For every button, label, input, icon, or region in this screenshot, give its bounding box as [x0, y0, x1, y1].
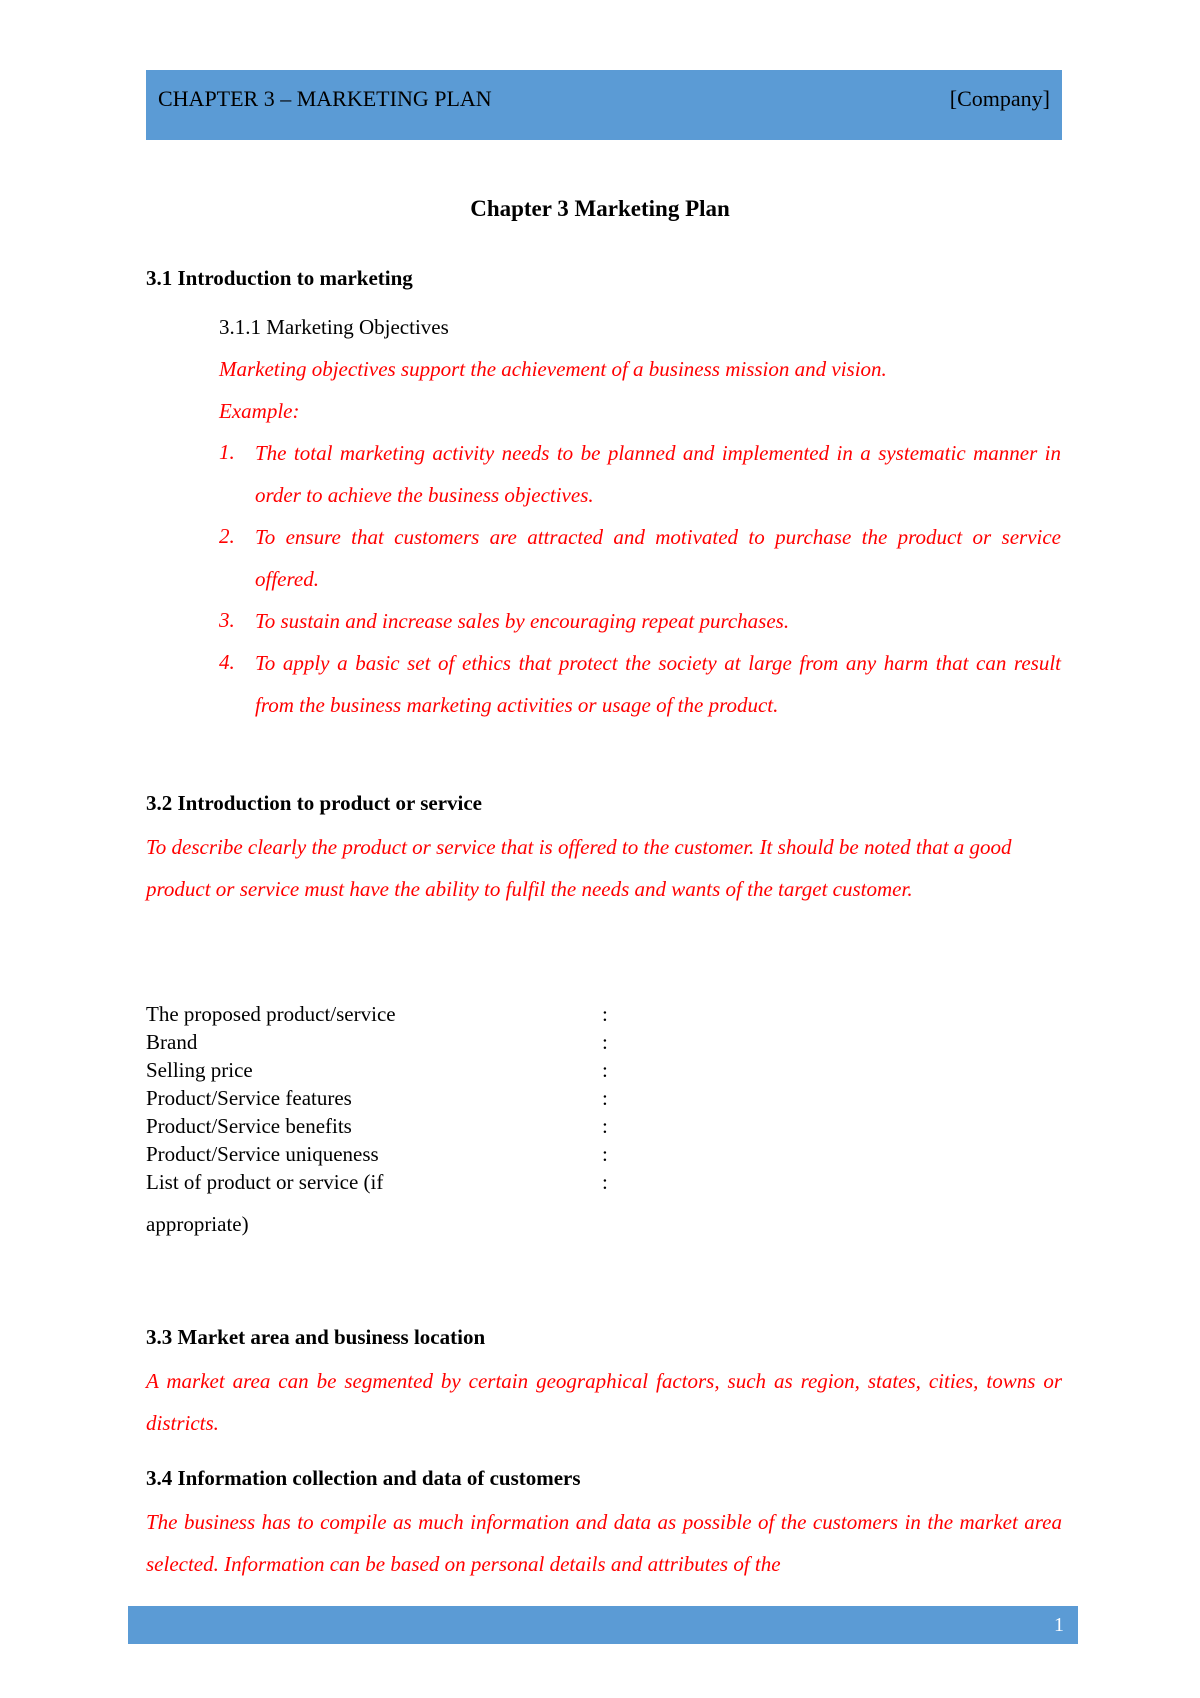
- field-colon: :: [602, 1058, 608, 1082]
- document-title: Chapter 3 Marketing Plan: [470, 196, 730, 221]
- list-item: The total marketing activity needs to be planned and implemented in a systematic manner in order to achieve the business objectives.: [255, 441, 1061, 507]
- field-label: Product/Service uniqueness: [146, 1142, 379, 1166]
- field-label-continuation: appropriate): [146, 1212, 249, 1236]
- market-area-description: A market area can be segmented by certain geographical factors, such as region, states, cities, towns or districts.: [146, 1369, 1062, 1435]
- page-header: [146, 70, 1062, 140]
- list-item: To ensure that customers are attracted and motivated to purchase the product or service offered.: [255, 525, 1061, 591]
- section-3-1-heading: 3.1 Introduction to marketing: [146, 266, 413, 290]
- field-label: Product/Service features: [146, 1086, 352, 1110]
- list-item-number: 1.: [219, 440, 235, 464]
- list-item: To apply a basic set of ethics that protect the society at large from any harm that can result from the business marketing activities or usage of the product.: [255, 651, 1061, 717]
- field-colon: :: [602, 1086, 608, 1110]
- example-label: Example:: [219, 399, 300, 423]
- header-company: [Company]: [949, 86, 1050, 111]
- list-item-number: 3.: [219, 608, 235, 632]
- marketing-objectives-intro: Marketing objectives support the achievement of a business mission and vision.: [219, 357, 887, 381]
- page-footer: [128, 1606, 1078, 1644]
- field-label: The proposed product/service: [146, 1002, 396, 1026]
- header-chapter-title: CHAPTER 3 – MARKETING PLAN: [158, 86, 492, 111]
- field-label: Brand: [146, 1030, 198, 1054]
- field-label: Selling price: [146, 1058, 253, 1082]
- section-3-2-heading: 3.2 Introduction to product or service: [146, 791, 482, 815]
- field-label: Product/Service benefits: [146, 1114, 352, 1138]
- field-colon: :: [602, 1170, 608, 1194]
- list-item-number: 4.: [219, 650, 235, 674]
- field-label: List of product or service (if: [146, 1170, 384, 1194]
- section-3-1-1-subheading: 3.1.1 Marketing Objectives: [219, 315, 449, 339]
- customer-data-description: The business has to compile as much information and data as possible of the customers in the market area selected. Information can be based on personal details and attributes of the: [146, 1510, 1062, 1576]
- field-colon: :: [602, 1142, 608, 1166]
- section-3-4-heading: 3.4 Information collection and data of customers: [146, 1466, 581, 1490]
- field-colon: :: [602, 1030, 608, 1054]
- field-colon: :: [602, 1002, 608, 1026]
- product-description: To describe clearly the product or service that is offered to the customer. It should be noted that a good product or service must have the ability to fulfil the needs and wants of the target customer.: [146, 835, 1012, 901]
- list-item-number: 2.: [219, 524, 235, 548]
- field-colon: :: [602, 1114, 608, 1138]
- section-3-3-heading: 3.3 Market area and business location: [146, 1325, 486, 1349]
- list-item: To sustain and increase sales by encouraging repeat purchases.: [255, 609, 790, 633]
- page-number: 1: [1054, 1614, 1064, 1636]
